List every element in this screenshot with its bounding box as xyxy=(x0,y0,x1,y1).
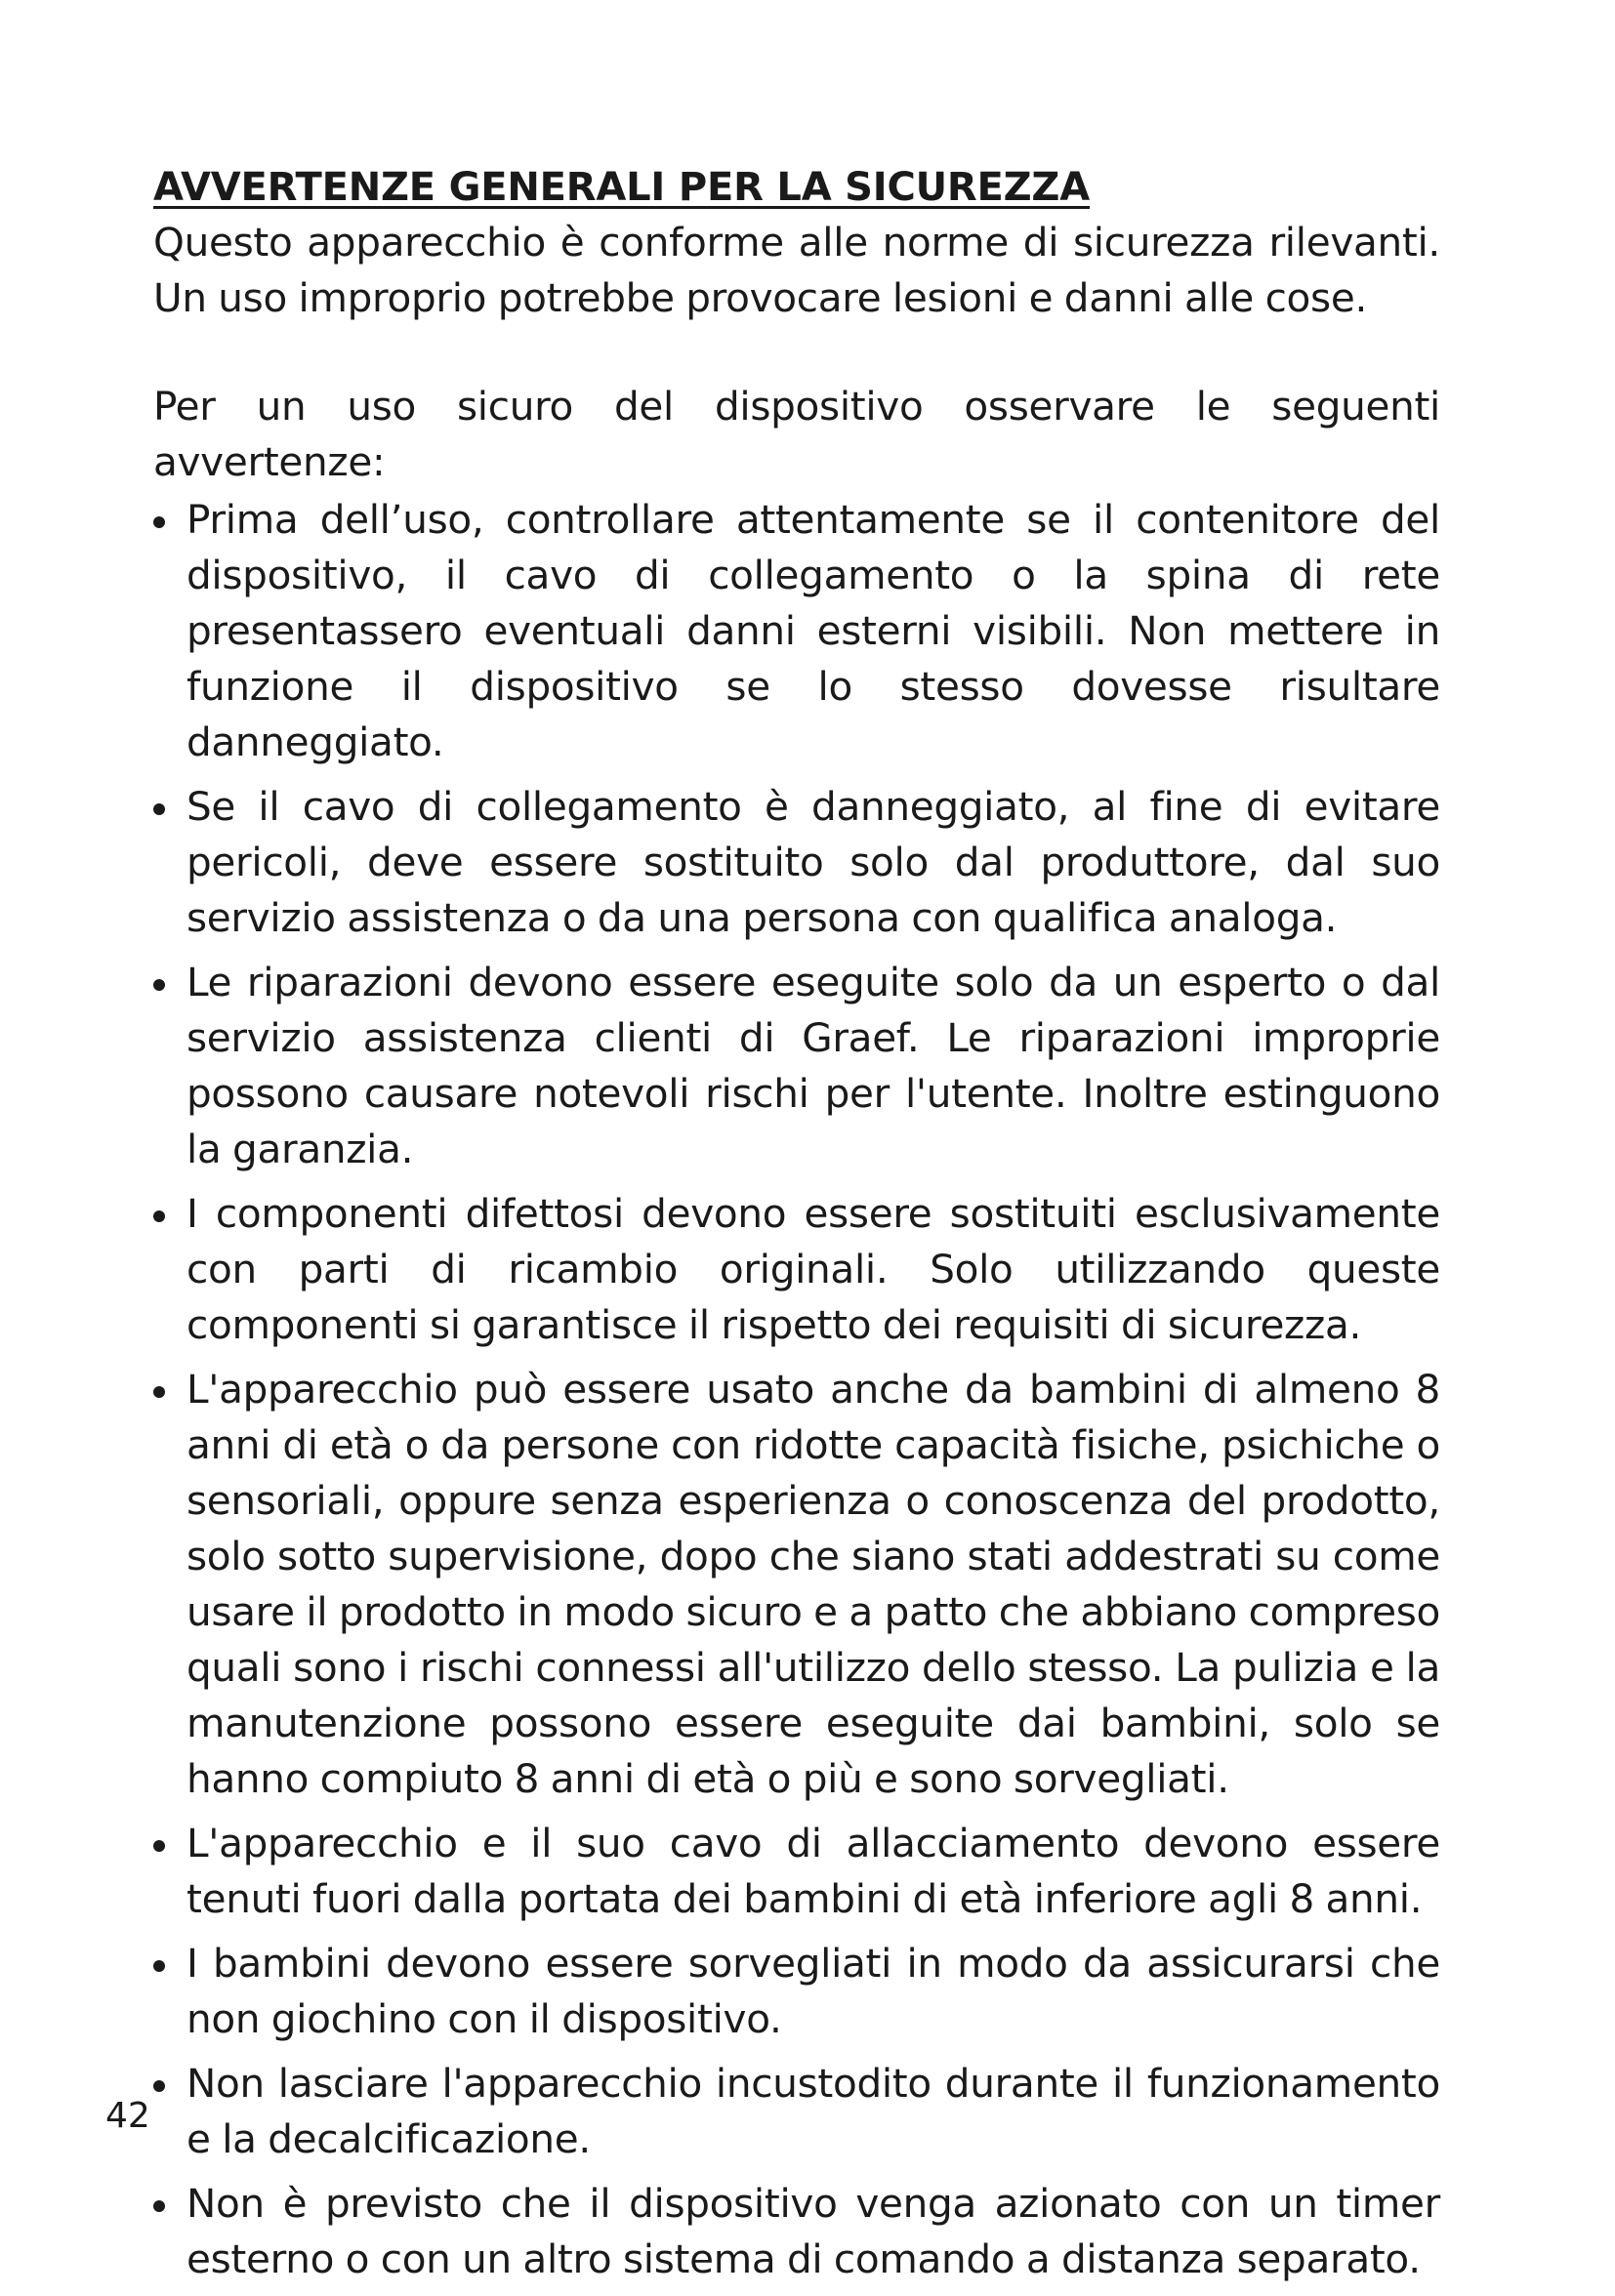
list-item xyxy=(153,1816,1440,1927)
list-item-text: Le riparazioni devono essere eseguite solo da un esperto o dal servizio assistenza clienti di Graef. Le riparazioni improprie possono causare notevoli rischi per l'utente. Inoltre estinguono la garanzia. xyxy=(186,959,1440,1172)
bullet-icon xyxy=(153,2200,165,2212)
intro-paragraph: Questo apparecchio è conforme alle norme di sicurezza rilevanti. Un uso improprio potrebbe provocare lesioni e danni alle cose. xyxy=(153,219,1440,321)
list-item-text: Non lasciare l'apparecchio incustodito durante il funzionamento e la decalcificazione. xyxy=(186,2060,1440,2162)
list-item-text: I componenti difettosi devono essere sostituiti esclusivamente con parti di ricambio originali. Solo utilizzando queste componenti si garantisce il rispetto dei requisiti di sicurezza. xyxy=(186,1190,1440,1348)
lead-paragraph: Per un uso sicuro del dispositivo osservare le seguenti avvertenze: xyxy=(153,383,1440,485)
list-item xyxy=(153,1936,1440,2047)
list-item-text: L'apparecchio può essere usato anche da bambini di almeno 8 anni di età o da persone con ridotte capacità fisiche, psichiche o sensoriali, oppure senza esperienza o conoscenza del prodotto, solo sotto supervisione, dopo che siano stati addestrati su come usare il prodotto in modo sicuro e a patto che abbiano compreso quali sono i rischi connessi all'utilizzo dello stesso. La pulizia e la manutenzione possono essere eseguite dai bambini, solo se hanno compiuto 8 anni di età o più e sono sorvegliati. xyxy=(186,1366,1440,1802)
section-title: AVVERTENZE GENERALI PER LA SICUREZZA xyxy=(153,165,1090,210)
list-item xyxy=(153,492,1440,770)
list-item xyxy=(153,1362,1440,1807)
list-item-text: I bambini devono essere sorvegliati in modo da assicurarsi che non giochino con il dispositivo. xyxy=(186,1940,1440,2042)
list-item-text: L'apparecchio e il suo cavo di allacciamento devono essere tenuti fuori dalla portata dei bambini di età inferiore agli 8 anni. xyxy=(186,1820,1440,1922)
page-content xyxy=(153,164,1440,2296)
bullet-icon xyxy=(153,1960,165,1972)
safety-list xyxy=(153,492,1440,2287)
list-item xyxy=(153,779,1440,946)
bullet-icon xyxy=(153,1840,165,1852)
bullet-icon xyxy=(153,2080,165,2092)
bullet-icon xyxy=(153,516,165,528)
bullet-icon xyxy=(153,803,165,815)
list-item-text: Non è previsto che il dispositivo venga azionato con un timer esterno o con un altro sistema di comando a distanza separato. xyxy=(186,2180,1440,2282)
list-item-text: Se il cavo di collegamento è danneggiato, al fine di evitare pericoli, deve essere sostituito solo dal produttore, dal suo servizio assistenza o da una persona con qualifica analoga. xyxy=(186,783,1440,941)
bullet-icon xyxy=(153,1210,165,1222)
list-item xyxy=(153,1186,1440,1353)
list-item xyxy=(153,2176,1440,2287)
list-item xyxy=(153,2056,1440,2167)
bullet-icon xyxy=(153,979,165,991)
bullet-icon xyxy=(153,1386,165,1398)
page-number: 42 xyxy=(105,2096,150,2136)
list-item-text: Prima dell’uso, controllare attentamente se il contenitore del dispositivo, il cavo di collegamento o la spina di rete presentassero eventuali danni esterni visibili. Non mettere in funzione il dispositivo se lo stesso dovesse risultare danneggiato. xyxy=(186,496,1440,765)
list-item xyxy=(153,955,1440,1177)
